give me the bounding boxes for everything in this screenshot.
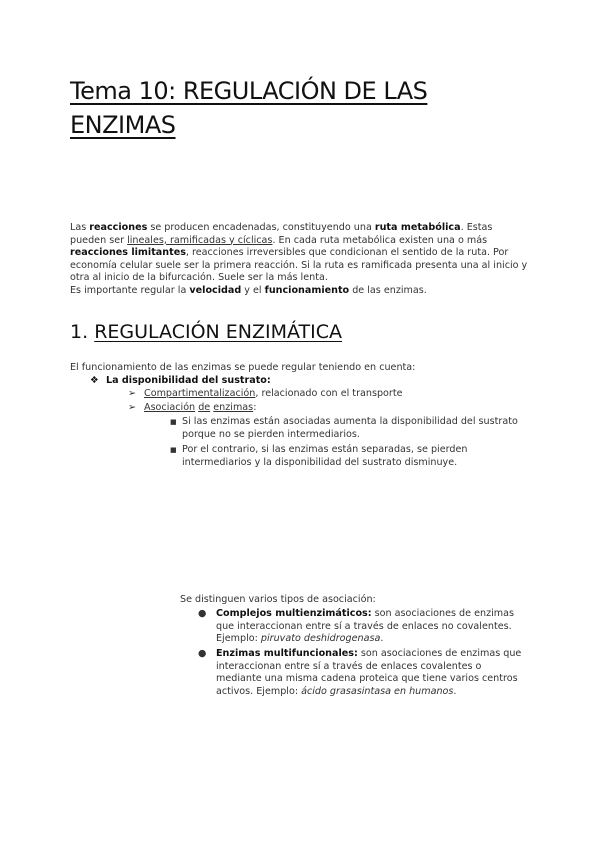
text-run: . Estas pueden ser — [70, 222, 493, 246]
list-item-label: La disponibilidad del sustrato: — [106, 375, 271, 386]
sub-item-text: , relacionado con el transporte — [255, 388, 403, 399]
sub-item-term: enzimas — [213, 402, 254, 413]
association-type-text — [198, 648, 528, 698]
section-heading — [70, 320, 342, 344]
bold-term: reacciones — [89, 222, 148, 233]
bold-term: ruta metabólica — [374, 222, 461, 233]
diamond-bullet-icon: ❖ — [90, 375, 99, 386]
bold-term: funcionamiento — [264, 284, 350, 296]
bold-term: velocidad — [189, 284, 242, 296]
dot-bullet-icon: ● — [198, 648, 207, 659]
point-item — [170, 416, 535, 441]
text-run: y el — [241, 284, 265, 296]
association-type-text — [198, 608, 528, 646]
arrow-bullet-icon: ➢ — [128, 388, 137, 399]
page-title: Tema 10: REGULACIÓN DE LAS ENZIMAS — [70, 77, 428, 139]
sub-item-term: Compartimentalización — [144, 388, 256, 399]
square-bullet-icon: ■ — [170, 446, 177, 454]
association-type-desc: son asociaciones de enzimas que interaccionan entre sí a través de enlaces no covalentes. Ejemplo: — [216, 608, 514, 645]
dot-bullet-icon: ● — [198, 608, 207, 619]
intro-text — [70, 222, 530, 298]
association-type-name: Enzimas multifuncionales: — [216, 648, 358, 659]
sub-item-compartimentalizacion — [128, 388, 403, 401]
punctuation: . — [380, 633, 384, 645]
intro-paragraph-2 — [70, 285, 530, 298]
sub-item-term: Asociación — [144, 402, 196, 413]
association-type-item — [198, 648, 528, 698]
association-type-example: piruvato deshidrogenasa — [260, 633, 381, 645]
association-type-name: Complejos multienzimáticos: — [216, 608, 372, 619]
intro-paragraph-1 — [70, 222, 530, 285]
bold-term: reacciones limitantes — [70, 247, 186, 259]
underlined-term: lineales, ramificadas y cíclicas — [127, 234, 273, 246]
point-item — [170, 444, 535, 469]
sub-item-asociacion — [128, 402, 256, 415]
arrow-bullet-icon: ➢ — [128, 402, 137, 413]
square-bullet-icon: ■ — [170, 418, 177, 426]
text-run: de las enzimas. — [349, 284, 427, 296]
point-text: Si las enzimas están asociadas aumenta la disponibilidad del sustrato porque no se pierden intermediarios. — [182, 416, 518, 440]
text-run: Las — [70, 222, 90, 233]
section-title-text: REGULACIÓN ENZIMÁTICA — [94, 321, 343, 343]
association-intro: Se distinguen varios tipos de asociación: — [180, 594, 376, 605]
punctuation: : — [253, 402, 257, 413]
association-type-item — [198, 608, 528, 646]
text-run: se producen encadenadas, constituyendo una — [147, 222, 375, 233]
sub-item-term: de — [198, 402, 211, 413]
text-run: , reacciones irreversibles que condicionan el sentido de la ruta. Por economía celular suele ser la primera reacción. Si la ruta es ramificada presenta una al inicio y otra al inicio de la bifurcación. Suele ser la más lenta. — [70, 247, 528, 284]
punctuation: . — [453, 685, 457, 697]
section-lead-text: El funcionamiento de las enzimas se puede regular teniendo en cuenta: — [70, 362, 416, 373]
list-item-sustrato — [90, 375, 271, 388]
association-type-desc: son asociaciones de enzimas que interaccionan entre sí a través de enlaces covalentes o mediante una misma cadena proteica que tiene varios centros activos. Ejemplo: — [216, 648, 522, 697]
text-run: Es importante regular la — [70, 284, 190, 296]
section-number: 1. — [70, 321, 89, 343]
association-type-example: ácido grasasintasa en humanos — [301, 685, 454, 697]
text-run: . En cada ruta metabólica existen una o más — [272, 234, 488, 246]
point-text: Por el contrario, si las enzimas están separadas, se pierden intermediarios y la disponibilidad del sustrato disminuye. — [182, 444, 468, 468]
